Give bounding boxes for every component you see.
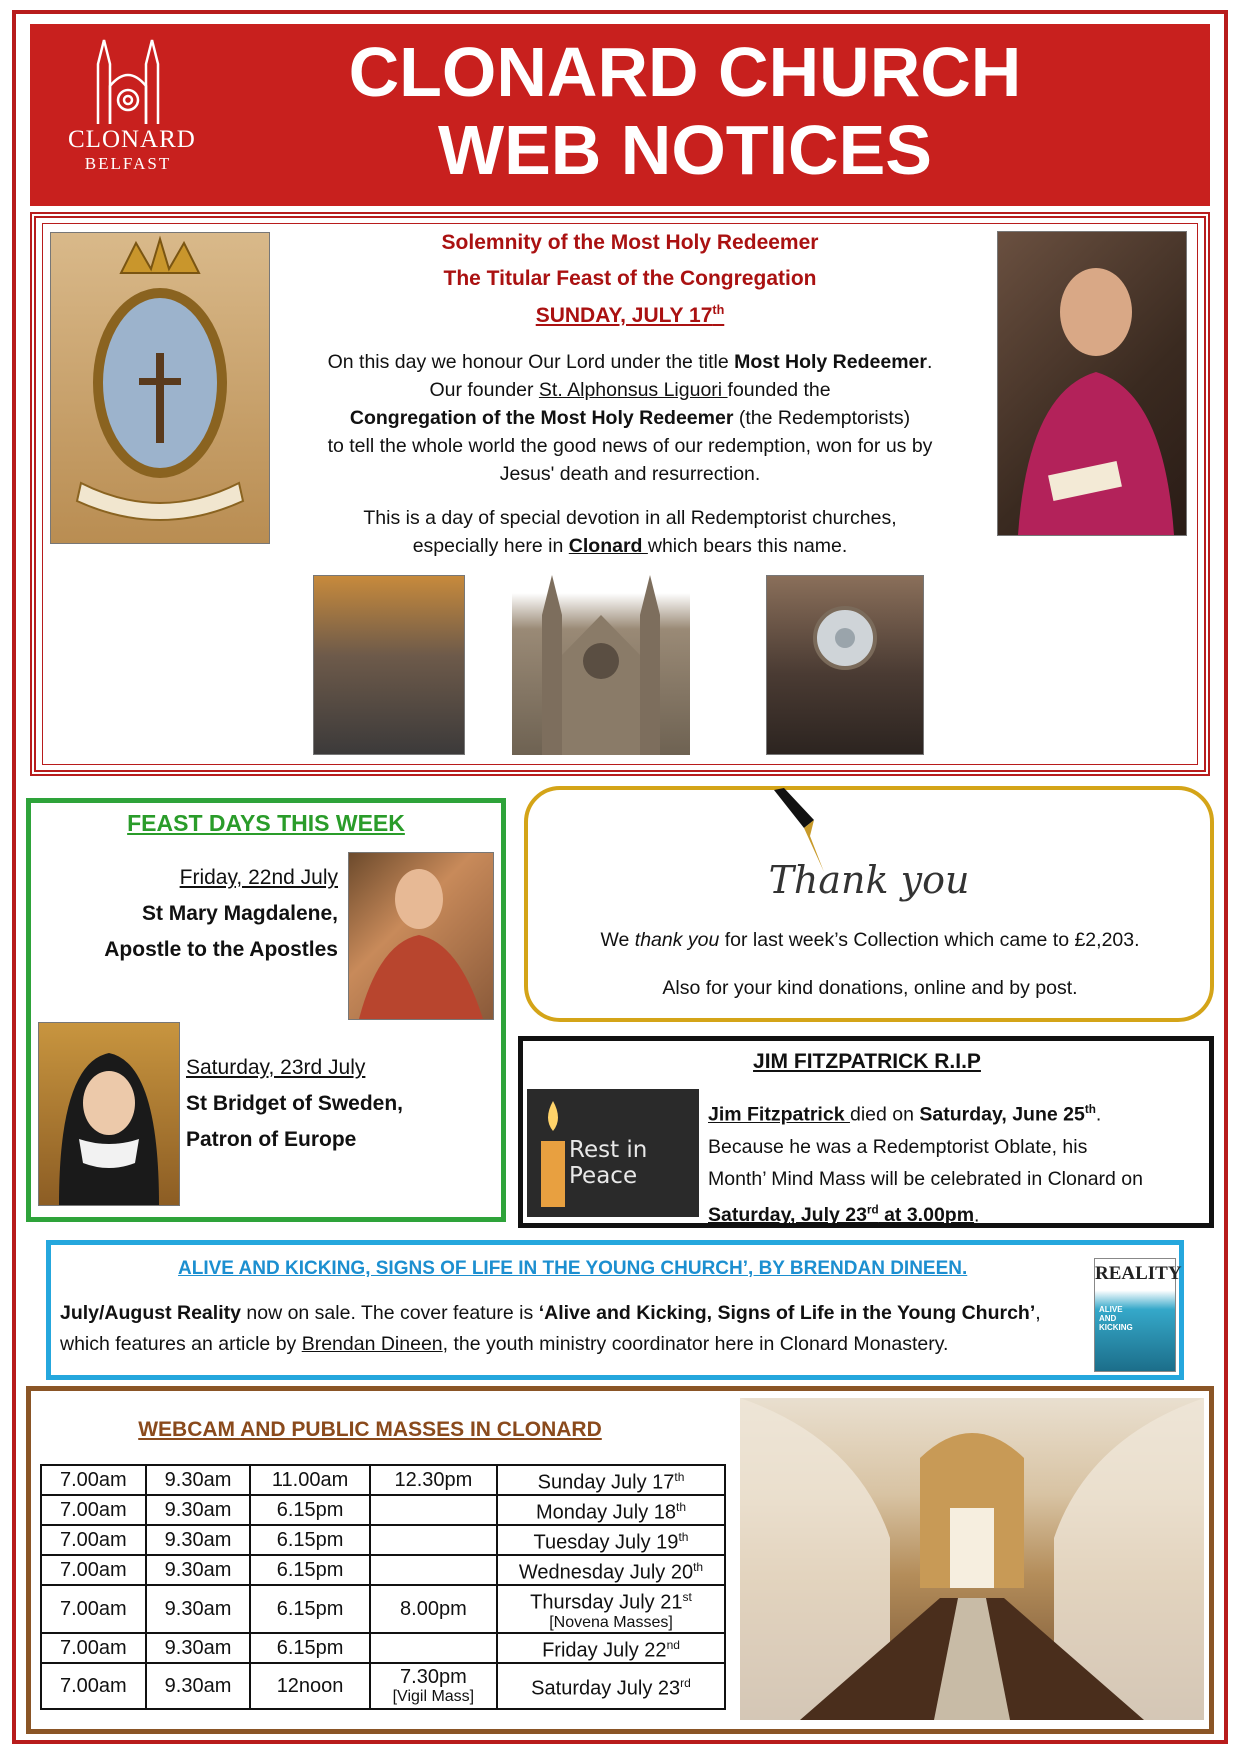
thank-you-donations: Also for your kind donations, online and by post. xyxy=(662,977,1078,999)
mass-time-2: 9.30am xyxy=(146,1465,251,1495)
hero-heading-2: The Titular Feast of the Congregation xyxy=(443,267,817,290)
portrait-figure-icon xyxy=(998,232,1186,535)
magazine-name: REALITY xyxy=(1095,1263,1182,1284)
clonard-logo xyxy=(68,34,196,184)
mass-row xyxy=(41,1465,725,1495)
mass-day: Monday July 18th xyxy=(497,1495,725,1525)
mass-time-4-note: [Vigil Mass] xyxy=(392,1687,475,1705)
church-facade-image xyxy=(512,575,690,755)
reality-line-2: which features an article by Brendan Dineen, the youth ministry coordinator here in Clonard Monastery. xyxy=(60,1333,949,1355)
mass-time-2: 9.30am xyxy=(146,1663,251,1709)
mass-time-4 xyxy=(370,1495,497,1525)
feast-days-title: FEAST DAYS THIS WEEK xyxy=(127,810,405,836)
feast-day-2-saint: St Bridget of Sweden, xyxy=(186,1092,404,1115)
reality-text xyxy=(60,1298,1090,1360)
hero-heading-1: Solemnity of the Most Holy Redeemer xyxy=(441,231,819,254)
rest-in-peace-image xyxy=(527,1089,699,1217)
mass-row xyxy=(41,1525,725,1555)
mass-time-3: 6.15pm xyxy=(250,1525,369,1555)
magdalene-figure-icon xyxy=(349,853,493,1019)
organ-rose-window-image xyxy=(766,575,924,755)
mass-day: Tuesday July 19th xyxy=(497,1525,725,1555)
mass-time-1: 7.00am xyxy=(41,1495,146,1525)
church-interior-image xyxy=(740,1398,1204,1720)
mass-day: Saturday July 23rd xyxy=(497,1663,725,1709)
hero-p5: Jesus' death and resurrection. xyxy=(499,463,761,485)
mass-row xyxy=(41,1633,725,1663)
crest-icon xyxy=(51,233,269,543)
bridget-figure-icon xyxy=(39,1023,179,1205)
mass-time-2: 9.30am xyxy=(146,1633,251,1663)
feast-day-1-role: Apostle to the Apostles xyxy=(104,938,338,961)
mass-time-4 xyxy=(370,1525,497,1555)
church-interior-icon xyxy=(740,1398,1204,1720)
hero-p1: On this day we honour Our Lord under the title Most Holy Redeemer. xyxy=(327,351,933,373)
rip-title: JIM FITZPATRICK R.I.P xyxy=(753,1050,981,1073)
logo-city: BELFAST xyxy=(84,154,172,173)
reality-title: ALIVE AND KICKING, SIGNS OF LIFE IN THE YOUNG CHURCH’, BY BRENDAN DINEEN. xyxy=(178,1258,968,1279)
mass-schedule-table xyxy=(40,1464,726,1710)
feast-day-2-date: Saturday, 23rd July xyxy=(186,1056,366,1079)
mass-time-1: 7.00am xyxy=(41,1585,146,1633)
mass-time-1: 7.00am xyxy=(41,1663,146,1709)
reality-magazine-cover xyxy=(1094,1258,1182,1372)
mass-row xyxy=(41,1663,725,1709)
rip-line-4: Saturday, July 23rd at 3.00pm. xyxy=(708,1203,980,1226)
page-title-line2: WEB NOTICES xyxy=(438,111,932,189)
masses-title: WEBCAM AND PUBLIC MASSES IN CLONARD xyxy=(138,1418,602,1441)
mass-time-2: 9.30am xyxy=(146,1525,251,1555)
hero-date xyxy=(300,303,960,328)
hero-date-text: SUNDAY, JULY 17 xyxy=(535,304,713,327)
rip-line-3: Month’ Mind Mass will be celebrated in Clonard on xyxy=(708,1167,1143,1190)
logo-name: CLONARD xyxy=(68,126,196,153)
mass-time-2: 9.30am xyxy=(146,1555,251,1585)
brendan-dineen-link[interactable]: Brendan Dineen xyxy=(301,1333,443,1355)
mass-day: Wednesday July 20th xyxy=(497,1555,725,1585)
mass-time-3: 6.15pm xyxy=(250,1495,369,1525)
candle-icon xyxy=(533,1097,573,1209)
clonard-link[interactable]: Clonard xyxy=(568,535,648,557)
rip-name: Jim Fitzpatrick xyxy=(708,1103,850,1126)
mass-time-3: 11.00am xyxy=(250,1465,369,1495)
church-facade-icon xyxy=(512,575,690,755)
page-title-line1: CLONARD CHURCH xyxy=(348,33,1022,111)
mass-time-1: 7.00am xyxy=(41,1465,146,1495)
mass-time-1: 7.00am xyxy=(41,1525,146,1555)
rip-text xyxy=(708,1094,1208,1231)
feast-day-1-date: Friday, 22nd July xyxy=(179,866,338,889)
feast-day-2 xyxy=(186,1050,486,1158)
feast-day-2-role: Patron of Europe xyxy=(186,1128,357,1151)
church-spire-icon xyxy=(86,34,170,126)
mass-day: Thursday July 21st [Novena Masses] xyxy=(497,1585,725,1633)
feast-day-1 xyxy=(60,860,338,968)
redemptorist-crest-image xyxy=(50,232,270,544)
mass-time-3: 6.15pm xyxy=(250,1555,369,1585)
mass-row xyxy=(41,1495,725,1525)
hero-p2: Our founder St. Alphonsus Liguori founded the xyxy=(429,379,831,401)
altar-image xyxy=(313,575,465,755)
st-alphonsus-portrait xyxy=(997,231,1187,536)
mass-time-4: 8.00pm xyxy=(370,1585,497,1633)
hero-p4: to tell the whole world the good news of our redemption, won for us by xyxy=(327,435,933,457)
hero-p3: Congregation of the Most Holy Redeemer (the Redemptorists) xyxy=(349,407,911,429)
rest-in-peace-text: Rest in Peace xyxy=(569,1137,648,1189)
mass-time-4: 7.30pm [Vigil Mass] xyxy=(370,1663,497,1709)
rip-line-1: Jim Fitzpatrick died on Saturday, June 25th. xyxy=(708,1103,1102,1126)
reality-line-1: July/August Reality now on sale. The cover feature is ‘Alive and Kicking, Signs of Life in the Young Church’, xyxy=(60,1302,1041,1324)
mass-time-1: 7.00am xyxy=(41,1633,146,1663)
mass-row xyxy=(41,1555,725,1585)
feast-day-1-saint: St Mary Magdalene, xyxy=(141,902,338,925)
hero-paragraph xyxy=(280,348,980,488)
rip-line-2: Because he was a Redemptorist Oblate, his xyxy=(708,1135,1088,1158)
st-bridget-image xyxy=(38,1022,180,1206)
mass-time-4 xyxy=(370,1555,497,1585)
mass-time-1: 7.00am xyxy=(41,1555,146,1585)
mass-time-3: 12noon xyxy=(250,1663,369,1709)
mass-day: Sunday July 17th xyxy=(497,1465,725,1495)
hero-p7: especially here in Clonard which bears this name. xyxy=(412,535,848,557)
alphonsus-link[interactable]: St. Alphonsus Liguori xyxy=(538,379,728,401)
mass-time-3: 6.15pm xyxy=(250,1585,369,1633)
rose-window-icon xyxy=(767,576,923,754)
hero-paragraph-2 xyxy=(280,504,980,560)
hero-date-sup: th xyxy=(712,303,725,317)
hero-p6: This is a day of special devotion in all Redemptorist churches, xyxy=(363,507,897,529)
mass-time-3: 6.15pm xyxy=(250,1633,369,1663)
mass-time-2: 9.30am xyxy=(146,1585,251,1633)
mass-time-2: 9.30am xyxy=(146,1495,251,1525)
st-mary-magdalene-image xyxy=(348,852,494,1020)
mass-row xyxy=(41,1585,725,1633)
thank-you-script: Thank you xyxy=(768,858,970,902)
thank-you-collection: We thank you for last week’s Collection which came to £2,203. xyxy=(600,929,1140,951)
mass-day: Friday July 22nd xyxy=(497,1633,725,1663)
mass-time-4: 12.30pm xyxy=(370,1465,497,1495)
mass-time-4 xyxy=(370,1633,497,1663)
mass-day-note: [Novena Masses] xyxy=(549,1613,673,1631)
magazine-subtitle: ALIVE AND KICKING xyxy=(1099,1305,1133,1332)
